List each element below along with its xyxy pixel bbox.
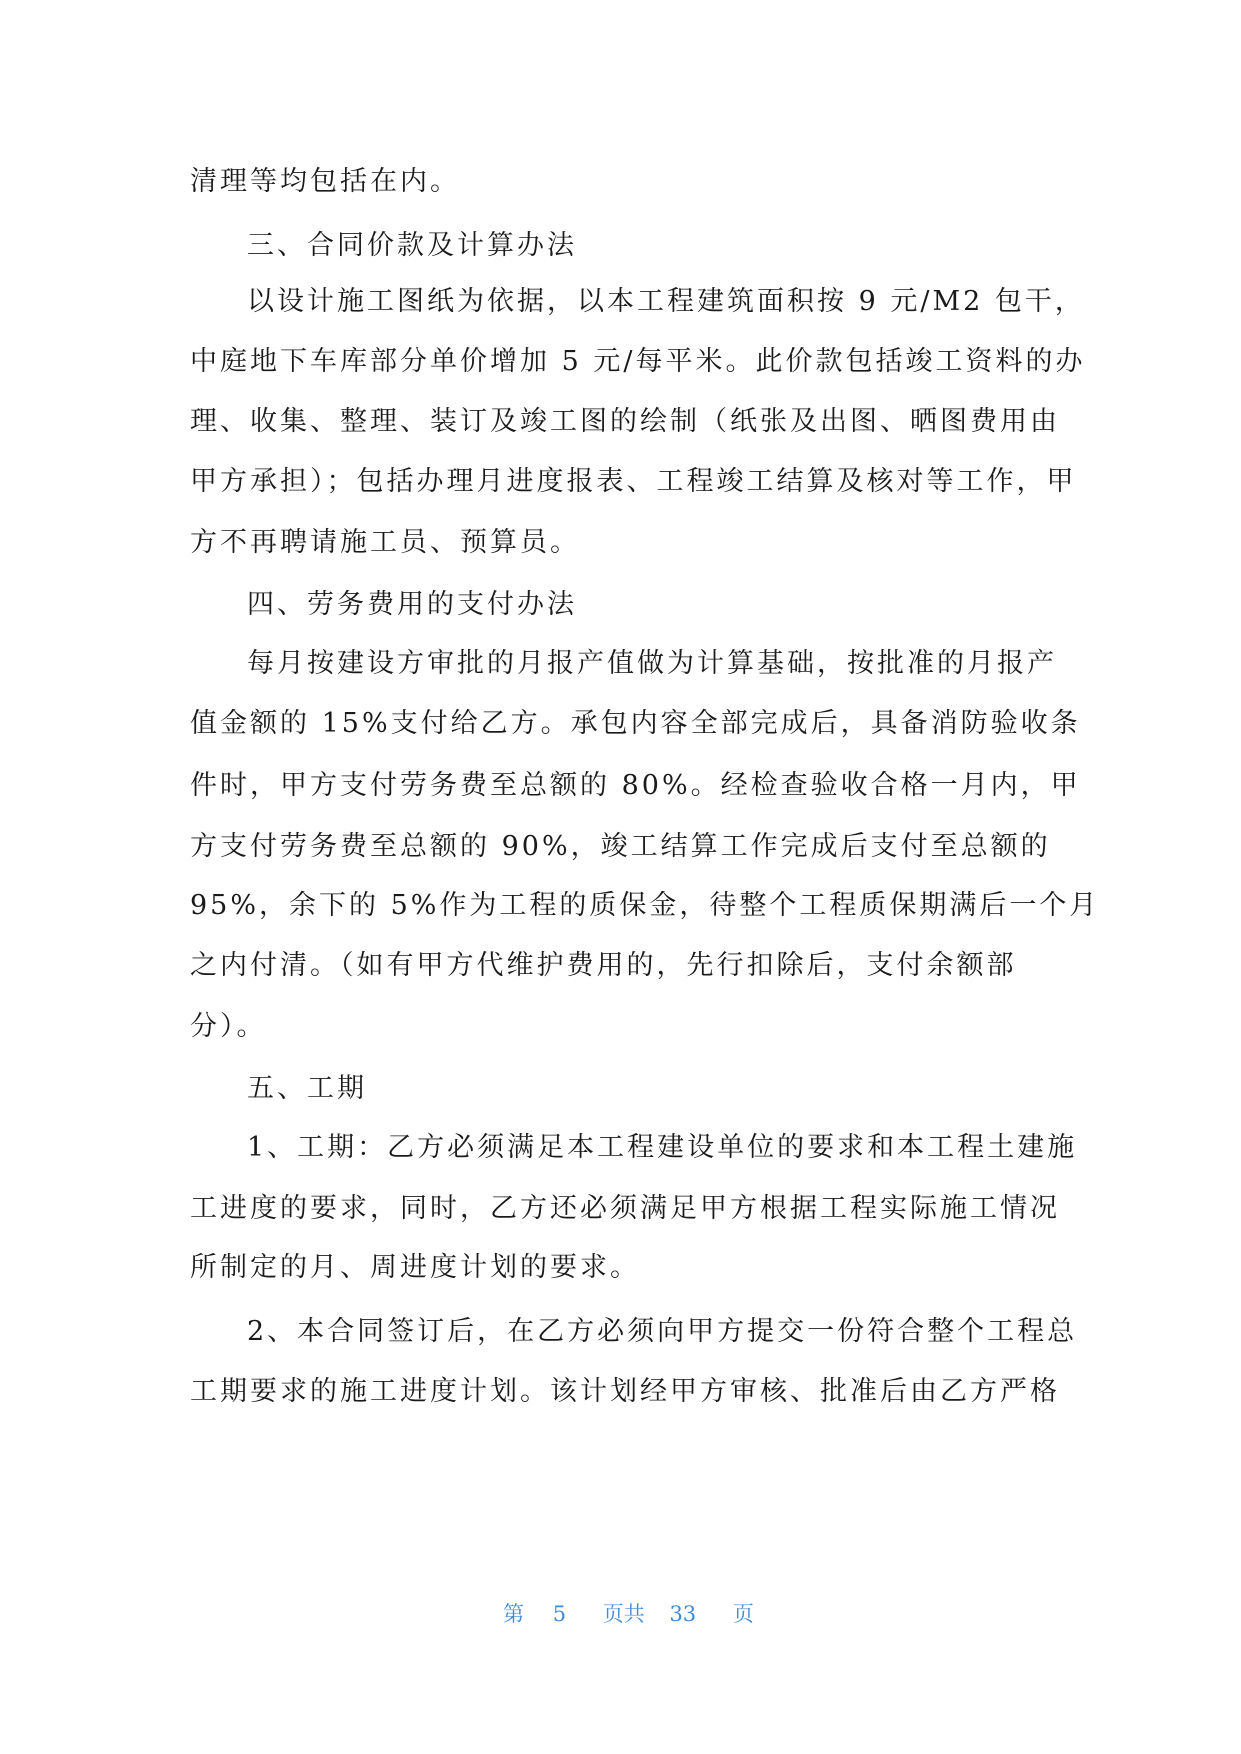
text-line: 方支付劳务费至总额的 90%，竣工结算工作完成后支付至总额的 — [190, 831, 1051, 862]
text-line: 清理等均包括在内。 — [190, 166, 460, 197]
section-heading: 三、合同价款及计算办法 — [247, 230, 577, 261]
section-heading: 四、劳务费用的支付办法 — [247, 589, 577, 620]
text-line: 值金额的 15%支付给乙方。承包内容全部完成后，具备消防验收条 — [190, 708, 1081, 739]
text-line: 工期要求的施工进度计划。该计划经甲方审核、批准后由乙方严格 — [190, 1376, 1060, 1407]
text-line: 件时，甲方支付劳务费至总额的 80%。经检查验收合格一月内，甲 — [190, 770, 1081, 801]
footer-total-pages: 33 — [669, 1602, 697, 1626]
text-line: 每月按建设方审批的月报产值做为计算基础，按批准的月报产 — [247, 648, 1057, 679]
footer-current-page: 5 — [552, 1602, 567, 1626]
footer-label-page: 第 — [503, 1602, 524, 1626]
text-line: 之内付清。（如有甲方代维护费用的，先行扣除后，支付余额部 — [190, 950, 1017, 981]
text-line: 理、收集、整理、装订及竣工图的绘制（纸张及出图、晒图费用由 — [190, 406, 1060, 437]
page-footer — [503, 1601, 754, 1627]
text-line: 2、本合同签订后，在乙方必须向甲方提交一份符合整个工程总 — [247, 1316, 1078, 1347]
text-line: 95%，余下的 5%作为工程的质保金，待整个工程质保期满后一个月 — [190, 890, 1100, 921]
text-line: 以设计施工图纸为依据，以本工程建筑面积按 9 元/M2 包干， — [247, 286, 1085, 317]
text-line: 方不再聘请施工员、预算员。 — [190, 527, 580, 558]
text-line: 工进度的要求，同时，乙方还必须满足甲方根据工程实际施工情况 — [190, 1193, 1060, 1224]
text-line: 分）。 — [190, 1011, 267, 1042]
footer-label-of: 页共 — [602, 1602, 645, 1626]
text-line: 甲方承担）；包括办理月进度报表、工程竣工结算及核对等工作，甲 — [190, 466, 1077, 497]
section-heading: 五、工期 — [247, 1073, 367, 1104]
text-line: 中庭地下车库部分单价增加 5 元/每平米。此价款包括竣工资料的办 — [190, 346, 1086, 377]
footer-label-end: 页 — [732, 1602, 754, 1626]
text-line: 1、工期：乙方必须满足本工程建设单位的要求和本工程土建施 — [247, 1132, 1078, 1163]
text-line: 所制定的月、周进度计划的要求。 — [190, 1252, 640, 1283]
